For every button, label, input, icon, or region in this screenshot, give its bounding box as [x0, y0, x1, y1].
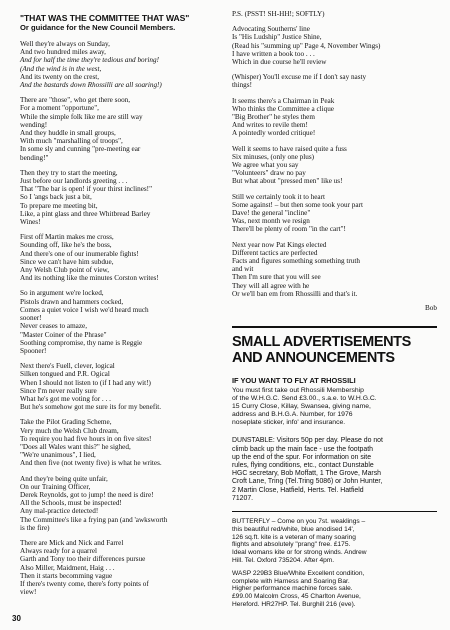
text-line: Well it seems to have raised quite a fuss: [232, 144, 347, 153]
poem-stanza: [20, 362, 220, 411]
text-line: It seems there's a Chairman in Peak: [232, 96, 335, 105]
text-line: So I 'angs back just a bit,: [20, 193, 92, 202]
text-line: You must first take out Rhossili Membership: [232, 387, 364, 395]
text-line: Just before our landlords greeting . . .: [20, 177, 128, 186]
text-line: Dave! the general "incline": [232, 209, 311, 218]
text-line: Next year now Pat Kings elected: [232, 240, 327, 249]
text-line: Is "His Ludship" Justice Shine,: [232, 33, 322, 42]
text-line: So in argument we're locked,: [20, 289, 104, 298]
text-line: There'll be plenty of room "in the cart"!: [232, 225, 346, 234]
text-line: Still we certainly took it to heart: [232, 192, 326, 201]
text-line: That "The bar is open! if your thirst inclines!": [20, 185, 153, 194]
wasp-ad: [232, 570, 437, 609]
text-line: All the Schools, must be inspected!: [20, 499, 122, 508]
ads-title: [232, 326, 437, 366]
text-line: There are "those", who get there soon,: [20, 96, 131, 105]
ads-title-line-1: SMALL ADVERTISEMENTS: [232, 334, 411, 351]
text-line: "Big Brother" he styles them: [232, 113, 315, 122]
text-line: 71207.: [232, 494, 254, 502]
text-line: And writes to revile them!: [232, 121, 308, 130]
text-line: Take the Pilot Grading Scheme,: [20, 418, 112, 427]
text-line: While the simple folk like me are still way: [20, 112, 143, 121]
text-line: Advocating Southerns' line: [232, 25, 310, 34]
text-line: Soothing compromise, thy name is Reggie: [20, 338, 143, 347]
text-line: Was, next month we resign: [232, 217, 310, 226]
text-line: But what about "pressed men" like us!: [232, 177, 343, 186]
text-line: DUNSTABLE: Visitors 50p per day. Please do not: [232, 437, 383, 445]
poem-stanza: [20, 475, 220, 532]
text-line: And for half the time they're tedious and boring!: [20, 56, 160, 65]
butterfly-ad: [232, 518, 437, 565]
text-line: A pointedly worded critique!: [232, 129, 316, 138]
text-line: Hill. Tel. Oxford 735204. After 4pm.: [232, 556, 335, 564]
text-line: Always ready for a quarrel: [20, 547, 98, 556]
text-line: Hereford. HR27HP. Tel. Burghill 216 (eve).: [232, 600, 356, 608]
text-line: "Master Coiner of the Phrase": [20, 330, 107, 339]
text-line: 2 Martin Close, Hatfield, Herts. Tel. Hatfield: [232, 486, 364, 494]
text-line: Spooner!: [20, 346, 47, 355]
text-line: And they're being quite unfair,: [20, 474, 108, 483]
text-line: Which in due course he'll review: [232, 58, 327, 67]
text-line: And then five (not twenty five) is what he writes.: [20, 459, 162, 468]
divider: [232, 511, 437, 512]
text-line: "Does all Wales want this?" he sighed,: [20, 442, 131, 451]
text-line: address and B.H.G.A. Number, for 1976: [232, 411, 353, 419]
text-line: Croft Lane, Tring (Tel.Tring 5086) or John Hunter,: [232, 478, 383, 486]
text-line: Any mal-practice detected!: [20, 507, 99, 516]
text-line: rules, flying conditions, etc., contact Dunstable: [232, 461, 374, 469]
text-line: Well they're always on Sunday,: [20, 40, 110, 48]
poem-stanza: [20, 539, 220, 596]
poem-stanza: [20, 418, 220, 467]
text-line: Some against! – but then some took your part: [232, 200, 363, 209]
text-line: this beautiful red/white, blue anodised 14',: [232, 525, 355, 533]
ps-stanza: [232, 145, 437, 186]
text-line: BUTTERFLY – Come on you 7st. weaklings –: [232, 517, 366, 525]
text-line: And they huddle in small groups,: [20, 129, 116, 138]
text-line: Next there's Fuell, clever, logical: [20, 362, 115, 371]
ps-stanza: [232, 193, 437, 234]
text-line: Then I'm sure that you will see: [232, 273, 321, 282]
text-line: Never ceases to amaze,: [20, 322, 88, 331]
poem-subtitle: Or guidance for the New Council Members.: [20, 23, 176, 32]
text-line: Since I'm never really sure: [20, 386, 97, 395]
ps-heading: P.S. (PSST! SH-HH!; SOFTLY): [232, 10, 325, 18]
text-line: 15 Curry Close, Killay, Swansea, giving name,: [232, 403, 371, 411]
text-line: things!: [232, 81, 252, 90]
text-line: Who thinks the Committee a clique: [232, 104, 335, 113]
text-line: 126 sq.ft. kite is a veteran of many soaring: [232, 533, 356, 541]
text-line: climb back up the main face - use the footpath: [232, 445, 373, 453]
text-line: "Volunteers" draw no pay: [232, 169, 306, 178]
poem-stanza: [20, 233, 220, 282]
text-line: In some sly and cunning "pre-meeting ear: [20, 145, 141, 154]
text-line: Ideal womans kite or for strong winds. Andrew: [232, 549, 367, 557]
poem-body: [20, 40, 220, 596]
text-line: Garth and Tony too their differences pursue: [20, 555, 146, 564]
text-line: Or we'll ban em from Rhossilli and that's it.: [232, 289, 358, 298]
text-line: wending!: [20, 120, 48, 129]
text-line: complete with Harness and Soaring Bar.: [232, 577, 350, 585]
text-line: (Read his "summing up" Page 4, November Wings): [232, 41, 381, 50]
text-line: And its twenty on the crest,: [20, 72, 100, 81]
text-line: If there's twenty come, there's forty points of: [20, 579, 149, 588]
text-line: sooner!: [20, 314, 42, 323]
text-line: HGC secretary, Bob Moffatt, 1 The Grove, Marsh: [232, 470, 381, 478]
ads-title-line-2: AND ANNOUNCEMENTS: [232, 350, 395, 367]
text-line: To require you had five hours in on five sites!: [20, 434, 152, 443]
text-line: view!: [20, 588, 37, 597]
text-line: Since we can't have him subdue,: [20, 257, 114, 266]
text-line: With much "marshalling of troops",: [20, 137, 123, 146]
text-line: And the bastards down Rhossilli are all soaring!): [20, 81, 162, 90]
text-line: Different tactics are perfected: [232, 248, 318, 257]
text-line: Six minuses, (only one plus): [232, 152, 315, 161]
text-line: Very much the Welsh Club dream,: [20, 426, 119, 435]
text-line: On our Training Officer,: [20, 482, 91, 491]
dunstable-ad: [232, 437, 437, 503]
left-column: [20, 0, 220, 596]
text-line: Silken tongued and P.R. Ogical: [20, 370, 110, 379]
text-line: £99.00 Malcolm Cross, 45 Charlton Avenue,: [232, 593, 361, 601]
text-line: I have written a book too . . .: [232, 49, 315, 58]
text-line: Also Miller, Maidment, Haig . . .: [20, 563, 115, 572]
poem-stanza: [20, 289, 220, 355]
fly-heading: IF YOU WANT TO FLY AT RHOSSILI: [232, 376, 356, 386]
text-line: Comes a quiet voice I wish we'd heard much: [20, 305, 149, 314]
text-line: First off Martin makes me cross,: [20, 233, 114, 242]
page-number: 30: [12, 614, 21, 623]
text-line: and wit: [232, 265, 254, 274]
text-line: When I should not listen to (if I had any wit!): [20, 378, 151, 387]
text-line: Pistols drawn and hammers cocked,: [20, 297, 124, 306]
text-line: of the W.H.G.C. Send £3.00., s.a.e. to W.H.G.C.: [232, 395, 377, 403]
text-line: flights and absolutely "prang" free. £175.: [232, 541, 351, 549]
fly-body: [232, 387, 437, 427]
text-line: But he's somehow got me sure its for my benefit.: [20, 403, 162, 412]
text-line: "We're unanimous", I lied,: [20, 451, 96, 460]
text-line: And there's one of our inumerable fights!: [20, 249, 139, 258]
text-line: Any Welsh Club point of view,: [20, 266, 110, 275]
text-line: Higher performance machine forces sale.: [232, 585, 353, 593]
text-line: The Committee's like a frying pan (and 'awksworth: [20, 515, 168, 524]
poem-title: "THAT WAS THE COMMITTEE THAT WAS": [20, 13, 190, 23]
text-line: Like, a pint glass and three Whitbread Barley: [20, 209, 151, 218]
text-line: To prepare me meeting bit,: [20, 201, 98, 210]
text-line: We agree what you say: [232, 161, 299, 170]
text-line: And its nothing like the minutes Corston writes!: [20, 274, 159, 283]
text-line: Then it starts becomming vague: [20, 571, 113, 580]
poem-stanza: [20, 96, 220, 162]
text-line: What he's got me voting for . . .: [20, 394, 111, 403]
ps-stanza: [232, 241, 437, 298]
poem-stanza: [20, 40, 220, 89]
text-line: is the fire): [20, 523, 50, 532]
text-line: up the end of the spur. For information on site: [232, 453, 372, 461]
right-column: [232, 0, 437, 609]
text-line: There are Mick and Nick and Farrel: [20, 538, 124, 547]
text-line: (Whisper) You'll excuse me if I don't say nasty: [232, 73, 367, 82]
ps-stanza: [232, 73, 437, 89]
text-line: Facts and figures something something truth: [232, 257, 360, 266]
poem-stanza: [20, 169, 220, 226]
text-line: Derek Reynolds, got to jump! the need is dire!: [20, 490, 154, 499]
text-line: And two hundred miles away,: [20, 48, 106, 57]
text-line: WASP 229B3 Blue/White Excellent condition,: [232, 569, 365, 577]
ps-body: [232, 25, 437, 298]
signature: Bob: [425, 304, 437, 313]
text-line: Wines!: [20, 218, 41, 227]
text-line: For a moment "opportune",: [20, 104, 99, 113]
text-line: (And the wind is in the west,: [20, 64, 102, 73]
ps-stanza: [232, 25, 437, 66]
text-line: Sounding off, like he's the boss,: [20, 241, 112, 250]
text-line: They will all agree with he: [232, 281, 310, 290]
text-line: Then they try to start the meeting,: [20, 168, 118, 177]
text-line: noseplate sticker, info' and insurance.: [232, 419, 346, 427]
text-line: bending!": [20, 153, 49, 162]
ps-stanza: [232, 97, 437, 138]
